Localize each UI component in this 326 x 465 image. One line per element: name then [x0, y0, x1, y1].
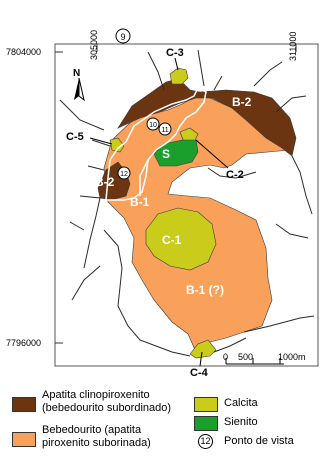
legend-viewpoint-icon: 12 — [198, 434, 213, 449]
legend-label-ponto: Ponto de vista — [224, 435, 294, 447]
unit-label-b2-north: B-2 — [232, 95, 252, 109]
scale-start: 0 — [223, 352, 229, 362]
unit-label-b1-inner: B-1 — [130, 195, 150, 209]
viewpoint-11 — [159, 123, 171, 135]
coord-x-left: 305000 — [89, 29, 99, 60]
callout-c5: C-5 — [66, 131, 84, 143]
legend-swatch-calcita — [194, 397, 218, 412]
scale-mid: 500 — [238, 352, 254, 362]
viewpoint-10 — [147, 118, 159, 130]
legend-swatch-sienito — [194, 416, 218, 431]
unit-label-sienito: S — [162, 147, 171, 161]
callout-c4: C-4 — [190, 367, 208, 379]
north-label: N — [73, 68, 81, 79]
legend-label-apatita: Apatita clinopiroxenito (bebedourito subordinado) — [42, 389, 172, 414]
svg-text:12: 12 — [120, 171, 128, 178]
legend-swatch-bebedourito — [12, 432, 36, 447]
legend-label-bebedourito: Bebedourito (apatita piroxenito suborinada) — [42, 424, 151, 449]
callout-c2: C-2 — [226, 169, 244, 181]
coord-y-bottom: 7796000 — [6, 338, 42, 348]
sheet-number: 9 — [120, 32, 126, 42]
legend-swatch-apatita — [12, 397, 36, 412]
coord-y-top: 7804000 — [6, 47, 42, 57]
svg-text:10: 10 — [149, 122, 157, 129]
unit-label-c1: C-1 — [162, 233, 182, 247]
scale-end: 1000m — [278, 352, 306, 362]
coord-x-right: 311000 — [288, 31, 298, 61]
sheet-number-marker — [116, 29, 130, 43]
legend-label-sienito: Sienito — [224, 416, 258, 428]
unit-label-b1-south: B-1 (?) — [186, 283, 224, 297]
unit-label-b2-west: B-2 — [95, 175, 115, 189]
viewpoint-12 — [118, 167, 130, 179]
callout-c3: C-3 — [166, 47, 184, 59]
svg-text:11: 11 — [161, 127, 169, 134]
legend-label-calcita: Calcita — [224, 397, 258, 409]
